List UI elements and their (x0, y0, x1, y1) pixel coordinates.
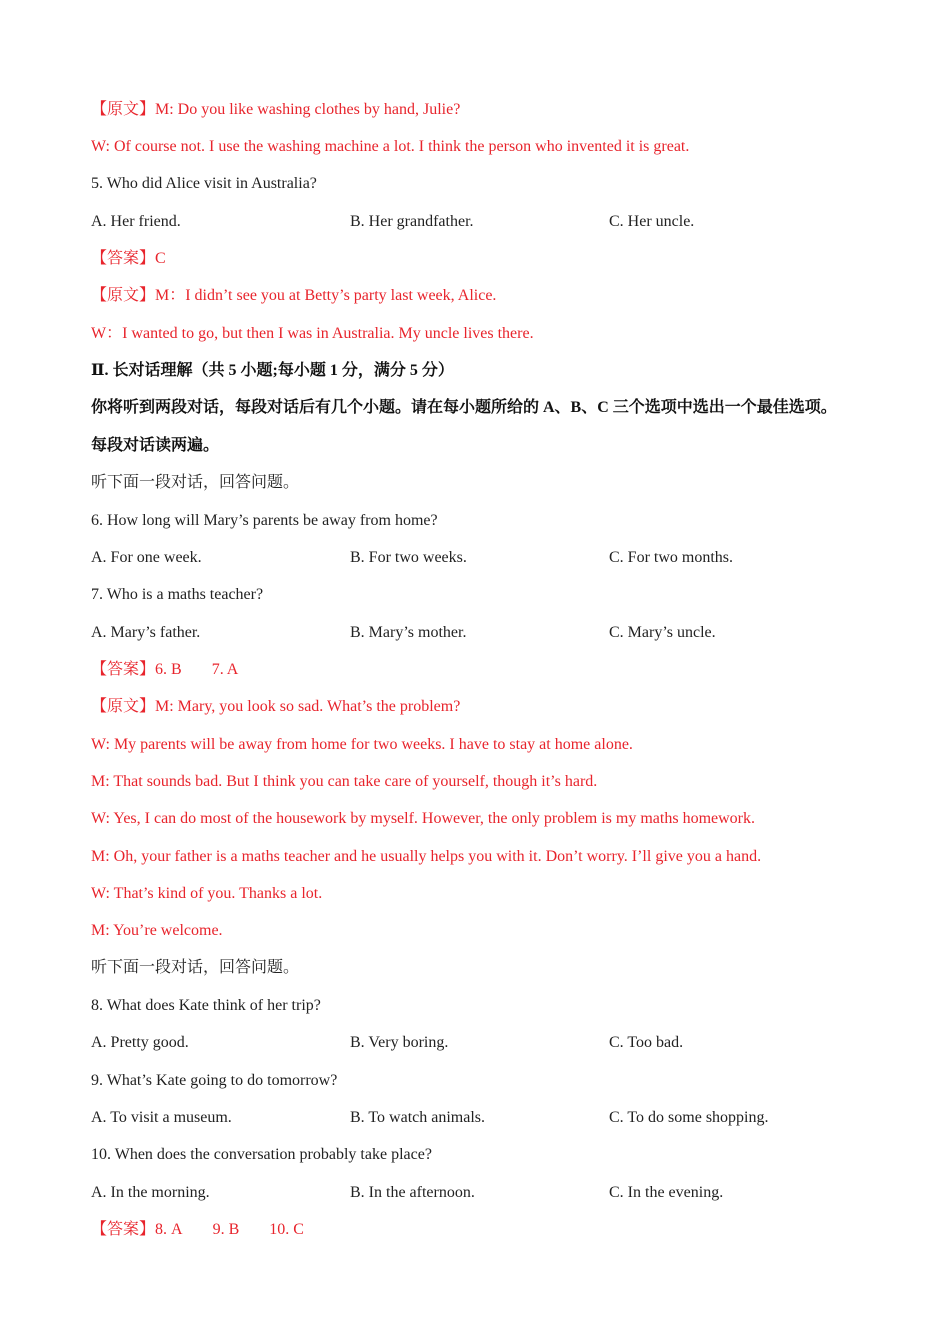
transcript-line: W: My parents will be away from home for two weeks. I have to stay at home alone. (91, 736, 633, 753)
instructions-line: 你将听到两段对话，每段对话后有几个小题。请在每小题所给的 A、B、C 三个选项中选出一个最佳选项。 (91, 399, 837, 416)
question-6: 6. How long will Mary’s parents be away from home? (91, 512, 438, 529)
listen-prompt: 听下面一段对话，回答问题。 (91, 959, 300, 976)
option-c: C. In the evening. (609, 1184, 724, 1201)
options-row-8 (91, 1033, 891, 1053)
transcript-line: W: Yes, I can do most of the housework by myself. However, the only problem is my maths homework. (91, 810, 755, 827)
options-row-7 (91, 623, 891, 643)
question-5: 5. Who did Alice visit in Australia? (91, 175, 317, 192)
option-a: A. In the morning. (91, 1184, 210, 1201)
transcript-line: W: Of course not. I use the washing machine a lot. I think the person who invented it is great. (91, 138, 690, 155)
options-row-6 (91, 548, 891, 568)
transcript-line: W：I wanted to go, but then I was in Australia. My uncle lives there. (91, 325, 534, 342)
option-c: C. For two months. (609, 549, 734, 566)
answer-5: 【答案】C (91, 250, 166, 267)
option-b: B. Her grandfather. (350, 213, 474, 230)
option-a: A. Mary’s father. (91, 624, 201, 641)
transcript-line: 【原文】M: Mary, you look so sad. What’s the problem? (91, 698, 461, 715)
question-9: 9. What’s Kate going to do tomorrow? (91, 1072, 338, 1089)
transcript-line: 【原文】M：I didn’t see you at Betty’s party last week, Alice. (91, 287, 497, 304)
option-b: B. To watch animals. (350, 1109, 486, 1126)
option-a: A. To visit a museum. (91, 1109, 232, 1126)
answer-7: 7. A (211, 661, 239, 678)
question-7: 7. Who is a maths teacher? (91, 586, 264, 603)
transcript-line: M: That sounds bad. But I think you can take care of yourself, though it’s hard. (91, 773, 598, 790)
option-a: A. Pretty good. (91, 1034, 189, 1051)
answer-6-7 (91, 660, 238, 680)
question-10: 10. When does the conversation probably take place? (91, 1146, 432, 1163)
transcript-line: M: You’re welcome. (91, 922, 223, 939)
answer-8: 【答案】8. A (91, 1221, 183, 1238)
transcript-line: M: Oh, your father is a maths teacher and he usually helps you with it. Don’t worry. I’ll give you a hand. (91, 848, 762, 865)
option-c: C. Mary’s uncle. (609, 624, 716, 641)
option-b: B. Mary’s mother. (350, 624, 467, 641)
options-row-10 (91, 1183, 891, 1203)
option-b: B. In the afternoon. (350, 1184, 475, 1201)
answer-8-10 (91, 1220, 304, 1240)
listen-prompt: 听下面一段对话，回答问题。 (91, 474, 300, 491)
answer-6: 【答案】6. B (91, 661, 182, 678)
answer-10: 10. C (269, 1221, 304, 1238)
option-b: B. Very boring. (350, 1034, 449, 1051)
options-row-9 (91, 1108, 891, 1128)
instructions-line: 每段对话读两遍。 (91, 437, 220, 454)
option-b: B. For two weeks. (350, 549, 467, 566)
option-c: C. Her uncle. (609, 213, 695, 230)
option-c: C. To do some shopping. (609, 1109, 769, 1126)
option-c: C. Too bad. (609, 1034, 684, 1051)
section-heading: Ⅱ. 长对话理解（共 5 小题;每小题 1 分，满分 5 分） (91, 362, 454, 379)
transcript-line: W: That’s kind of you. Thanks a lot. (91, 885, 323, 902)
question-8: 8. What does Kate think of her trip? (91, 997, 321, 1014)
transcript-line: 【原文】M: Do you like washing clothes by hand, Julie? (91, 101, 461, 118)
option-a: A. Her friend. (91, 213, 181, 230)
answer-9: 9. B (212, 1221, 240, 1238)
option-a: A. For one week. (91, 549, 202, 566)
options-row-5 (91, 212, 891, 232)
